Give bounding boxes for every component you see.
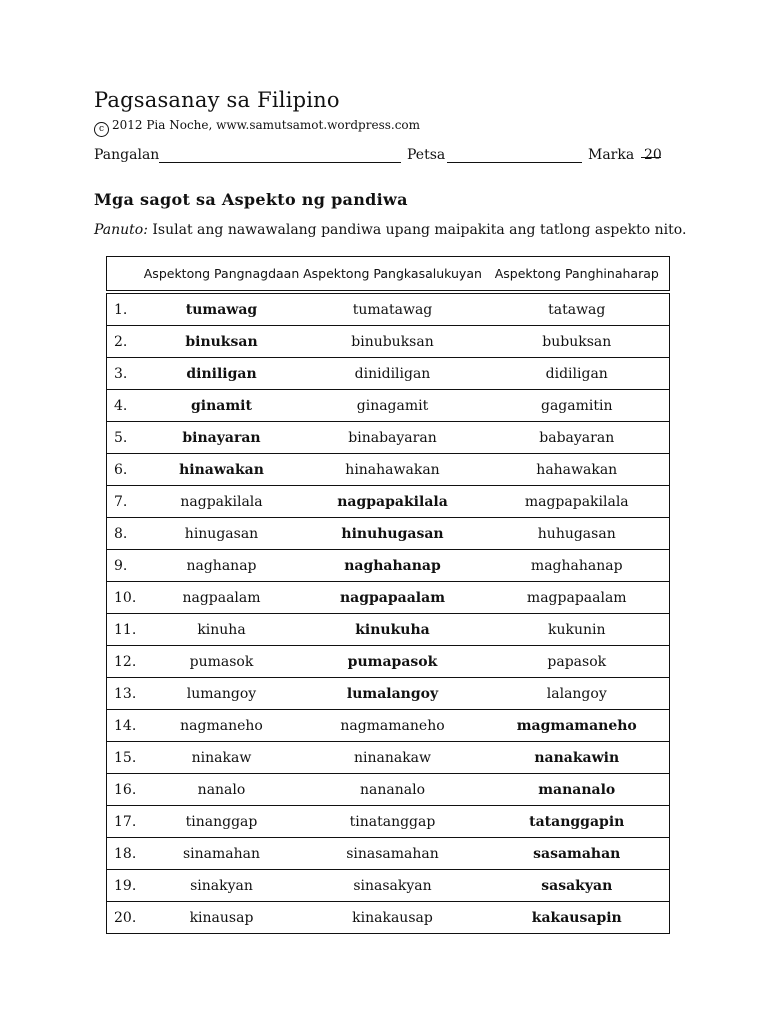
table-row [107,422,670,454]
instructions [94,222,686,238]
row-number: 11. [107,614,143,646]
row-number: 6. [107,454,143,486]
row-number: 13. [107,678,143,710]
header-past: Aspektong Pangnagdaan [143,257,301,293]
row-number: 14. [107,710,143,742]
date-blank[interactable] [447,162,582,163]
cell-future: magpapaalam [485,582,670,614]
copyright-text: 2012 Pia Noche, www.samutsamot.wordpress.com [112,118,421,132]
cell-future: mananalo [485,774,670,806]
cell-past: nagpakilala [143,486,301,518]
instructions-text: Isulat ang nawawalang pandiwa upang maipakita ang tatlong aspekto nito. [152,222,687,238]
cell-past: tinanggap [143,806,301,838]
header-number [107,257,143,293]
cell-future: magpapakilala [485,486,670,518]
table-row [107,870,670,902]
score-label: Marka [588,147,635,163]
table-row [107,614,670,646]
cell-past: ninakaw [143,742,301,774]
cell-present: sinasakyan [301,870,485,902]
cell-past: hinawakan [143,454,301,486]
table-row [107,550,670,582]
cell-future: nanakawin [485,742,670,774]
cell-future: lalangoy [485,678,670,710]
row-number: 19. [107,870,143,902]
table-row [107,902,670,934]
row-number: 17. [107,806,143,838]
table-header-row [107,257,670,293]
answer-table-wrapper [106,256,669,934]
table-row [107,390,670,422]
table-body [107,292,670,934]
header-present: Aspektong Pangkasalukuyan [301,257,485,293]
row-number: 15. [107,742,143,774]
table-row [107,358,670,390]
cell-present: naghahanap [301,550,485,582]
cell-past: naghanap [143,550,301,582]
row-number: 1. [107,292,143,326]
cell-present: hinuhugasan [301,518,485,550]
row-number: 18. [107,838,143,870]
row-number: 7. [107,486,143,518]
cell-future: didiligan [485,358,670,390]
table-row [107,838,670,870]
table-row [107,646,670,678]
cell-future: papasok [485,646,670,678]
cell-future: huhugasan [485,518,670,550]
table-row [107,326,670,358]
cell-present: tumatawag [301,292,485,326]
name-label: Pangalan [94,147,160,163]
cell-past: kinuha [143,614,301,646]
copyright-line [94,118,420,137]
cell-future: magmamaneho [485,710,670,742]
student-info-line [94,146,674,176]
row-number: 5. [107,422,143,454]
cell-past: tumawag [143,292,301,326]
cell-present: lumalangoy [301,678,485,710]
cell-future: gagamitin [485,390,670,422]
cell-future: tatanggapin [485,806,670,838]
table-row [107,486,670,518]
copyright-icon: c [94,122,109,137]
table-row [107,678,670,710]
cell-present: nananalo [301,774,485,806]
name-blank[interactable] [159,162,401,163]
answer-table [106,256,670,934]
row-number: 10. [107,582,143,614]
cell-past: diniligan [143,358,301,390]
cell-present: nagpapakilala [301,486,485,518]
cell-past: binayaran [143,422,301,454]
cell-past: lumangoy [143,678,301,710]
cell-present: ginagamit [301,390,485,422]
row-number: 2. [107,326,143,358]
cell-present: kinakausap [301,902,485,934]
cell-present: ninanakaw [301,742,485,774]
cell-present: sinasamahan [301,838,485,870]
score-total: 20 [644,147,662,163]
cell-future: sasamahan [485,838,670,870]
cell-past: ginamit [143,390,301,422]
cell-future: kakausapin [485,902,670,934]
cell-present: hinahawakan [301,454,485,486]
table-row [107,582,670,614]
table-row [107,292,670,326]
cell-past: nagmaneho [143,710,301,742]
table-row [107,774,670,806]
table-row [107,454,670,486]
cell-past: hinugasan [143,518,301,550]
cell-past: kinausap [143,902,301,934]
table-row [107,806,670,838]
cell-present: nagmamaneho [301,710,485,742]
cell-future: maghahanap [485,550,670,582]
cell-present: tinatanggap [301,806,485,838]
cell-present: kinukuha [301,614,485,646]
header-future: Aspektong Panghinaharap [485,257,670,293]
date-label: Petsa [407,147,446,163]
row-number: 8. [107,518,143,550]
row-number: 9. [107,550,143,582]
cell-present: binabayaran [301,422,485,454]
cell-future: babayaran [485,422,670,454]
table-row [107,518,670,550]
row-number: 12. [107,646,143,678]
table-row [107,742,670,774]
cell-past: sinakyan [143,870,301,902]
cell-past: nagpaalam [143,582,301,614]
cell-future: tatawag [485,292,670,326]
cell-future: kukunin [485,614,670,646]
cell-past: pumasok [143,646,301,678]
table-row [107,710,670,742]
page-title: Pagsasanay sa Filipino [94,88,340,112]
cell-present: binubuksan [301,326,485,358]
row-number: 16. [107,774,143,806]
cell-past: nanalo [143,774,301,806]
cell-present: dinidiligan [301,358,485,390]
row-number: 20. [107,902,143,934]
cell-future: sasakyan [485,870,670,902]
cell-past: sinamahan [143,838,301,870]
cell-present: nagpapaalam [301,582,485,614]
cell-future: bubuksan [485,326,670,358]
cell-future: hahawakan [485,454,670,486]
cell-present: pumapasok [301,646,485,678]
section-title: Mga sagot sa Aspekto ng pandiwa [94,190,408,209]
row-number: 3. [107,358,143,390]
row-number: 4. [107,390,143,422]
cell-past: binuksan [143,326,301,358]
instructions-label: Panuto: [94,222,148,238]
